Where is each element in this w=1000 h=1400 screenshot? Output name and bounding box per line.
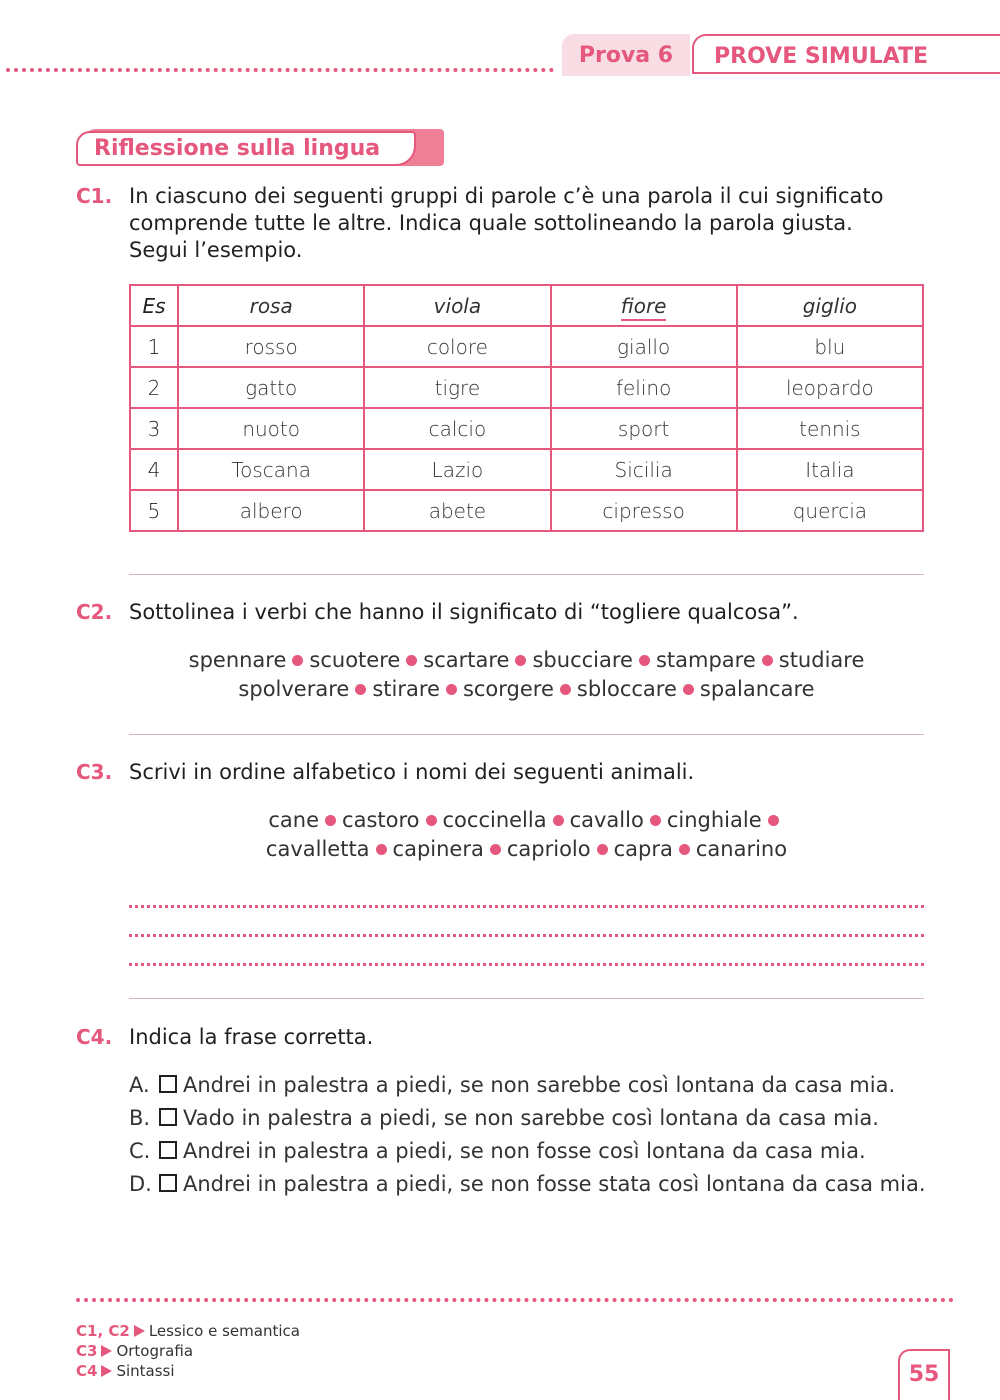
option-text: Vado in palestra a piedi, se non sarebbe così lontana da casa mia.: [183, 1106, 879, 1130]
header-title: PROVE SIMULATE: [692, 34, 1000, 74]
word-cell[interactable]: [737, 285, 923, 326]
option-b: [129, 1104, 879, 1132]
word-cell[interactable]: sport: [551, 408, 737, 449]
separator: [129, 734, 924, 735]
verb-word[interactable]: stirare: [372, 677, 440, 701]
animal-list-line: [129, 806, 924, 835]
section-title: Riflessione sulla lingua: [76, 131, 416, 166]
animal-word: capinera: [392, 837, 484, 861]
word-cell[interactable]: nuoto: [178, 408, 364, 449]
verb-word[interactable]: sbloccare: [576, 677, 677, 701]
option-checkbox[interactable]: [159, 1174, 177, 1192]
option-letter: A.: [129, 1073, 150, 1097]
option-checkbox[interactable]: [159, 1141, 177, 1159]
word-cell[interactable]: quercia: [737, 490, 923, 531]
verb-word[interactable]: scuotere: [309, 648, 401, 672]
bullet-dot: [560, 684, 571, 695]
bullet-dot: [639, 655, 650, 666]
word-cell[interactable]: gatto: [178, 367, 364, 408]
word-cell[interactable]: tigre: [364, 367, 550, 408]
word-cell[interactable]: leopardo: [737, 367, 923, 408]
bullet-dot: [597, 844, 608, 855]
word-cell[interactable]: rosso: [178, 326, 364, 367]
table-row-example: [130, 285, 923, 326]
bullet-dot: [553, 815, 564, 826]
row-index: 4: [130, 449, 178, 490]
answer-line[interactable]: [129, 963, 924, 966]
verb-word[interactable]: spalancare: [699, 677, 815, 701]
animal-word: capra: [613, 837, 673, 861]
word-cell[interactable]: colore: [364, 326, 550, 367]
question-number-c1: C1.: [76, 184, 113, 208]
word-cell[interactable]: tennis: [737, 408, 923, 449]
animal-word: castoro: [342, 808, 420, 832]
legend-item: [76, 1341, 300, 1361]
page-number: 55: [898, 1349, 950, 1400]
word-cell[interactable]: cipresso: [551, 490, 737, 531]
question-number-c2: C2.: [76, 600, 113, 624]
word-cell[interactable]: felino: [551, 367, 737, 408]
word-cell[interactable]: Toscana: [178, 449, 364, 490]
triangle-icon: [101, 1345, 112, 1357]
legend-item: [76, 1321, 300, 1341]
bullet-dot: [355, 684, 366, 695]
question-text-c3: Scrivi in ordine alfabetico i nomi dei seguenti animali.: [129, 760, 695, 784]
animal-word: cavalletta: [265, 837, 370, 861]
legend-code: C3: [76, 1342, 98, 1360]
bullet-dot: [490, 844, 501, 855]
legend: [76, 1321, 300, 1381]
verb-list: [129, 646, 924, 704]
verb-word[interactable]: scartare: [423, 648, 510, 672]
animal-word: canarino: [695, 837, 788, 861]
question-text-line: comprende tutte le altre. Indica quale sottolineando la parola giusta.: [129, 211, 853, 235]
bullet-dot: [325, 815, 336, 826]
bullet-dot: [768, 815, 779, 826]
option-letter: C.: [129, 1139, 151, 1163]
legend-label: Lessico e semantica: [148, 1322, 300, 1340]
question-number-c4: C4.: [76, 1025, 113, 1049]
word-cell[interactable]: blu: [737, 326, 923, 367]
prova-tab: Prova 6: [562, 34, 690, 76]
option-letter: D.: [129, 1172, 152, 1196]
triangle-icon: [101, 1365, 112, 1377]
animal-word: cavallo: [569, 808, 644, 832]
option-text: Andrei in palestra a piedi, se non fosse stata così lontana da casa mia.: [183, 1172, 926, 1196]
word-cell[interactable]: abete: [364, 490, 550, 531]
option-text: Andrei in palestra a piedi, se non fosse così lontana da casa mia.: [183, 1139, 866, 1163]
legend-label: Ortografia: [116, 1342, 194, 1360]
bullet-dot: [376, 844, 387, 855]
underlined-example-word: fiore: [621, 294, 667, 321]
animal-word: coccinella: [442, 808, 547, 832]
verb-word[interactable]: scorgere: [462, 677, 554, 701]
legend-code: C1, C2: [76, 1322, 130, 1340]
word-groups-table: [129, 284, 924, 532]
word-cell[interactable]: [551, 285, 737, 326]
footer-dotted-rule: [76, 1298, 954, 1302]
word-cell[interactable]: Sicilia: [551, 449, 737, 490]
verb-word[interactable]: sbucciare: [532, 648, 633, 672]
verb-word[interactable]: stampare: [655, 648, 756, 672]
question-text-c1: [129, 183, 883, 264]
option-a: [129, 1071, 895, 1099]
separator: [129, 574, 924, 575]
table-row: [130, 449, 923, 490]
bullet-dot: [650, 815, 661, 826]
option-checkbox[interactable]: [159, 1108, 177, 1126]
verb-word[interactable]: spennare: [188, 648, 287, 672]
legend-code: C4: [76, 1362, 98, 1380]
bullet-dot: [762, 655, 773, 666]
option-text: Andrei in palestra a piedi, se non sarebbe così lontana da casa mia.: [183, 1073, 896, 1097]
word-cell[interactable]: Lazio: [364, 449, 550, 490]
bullet-dot: [446, 684, 457, 695]
answer-line[interactable]: [129, 934, 924, 937]
word: giglio: [802, 293, 858, 318]
option-letter: B.: [129, 1106, 151, 1130]
bullet-dot: [515, 655, 526, 666]
table-row: [130, 408, 923, 449]
option-checkbox[interactable]: [159, 1075, 177, 1093]
word: rosa: [249, 293, 293, 318]
verb-word[interactable]: studiare: [778, 648, 865, 672]
row-index: 2: [130, 367, 178, 408]
table-row: [130, 367, 923, 408]
animal-list-line: [129, 835, 924, 864]
bullet-dot: [683, 684, 694, 695]
bullet-dot: [406, 655, 417, 666]
row-index: 1: [130, 326, 178, 367]
legend-label: Sintassi: [116, 1362, 175, 1380]
word: viola: [433, 293, 482, 318]
animal-list: [129, 806, 924, 864]
question-text-line: In ciascuno dei seguenti gruppi di parole c’è una parola il cui significato: [129, 184, 884, 208]
word-cell[interactable]: calcio: [364, 408, 550, 449]
verb-list-line: [129, 646, 924, 675]
header-dotted-rule: [6, 68, 554, 72]
bullet-dot: [679, 844, 690, 855]
animal-word: capriolo: [506, 837, 591, 861]
triangle-icon: [134, 1325, 145, 1337]
animal-word: cane: [268, 808, 320, 832]
option-c: [129, 1137, 866, 1165]
row-index: Es: [130, 285, 178, 326]
answer-line[interactable]: [129, 905, 924, 908]
word-cell[interactable]: [364, 285, 550, 326]
option-d: [129, 1170, 926, 1198]
bullet-dot: [426, 815, 437, 826]
word-cell[interactable]: giallo: [551, 326, 737, 367]
row-index: 3: [130, 408, 178, 449]
question-text-c4: Indica la frase corretta.: [129, 1025, 374, 1049]
verb-word[interactable]: spolverare: [238, 677, 350, 701]
animal-word: cinghiale: [666, 808, 762, 832]
bullet-dot: [292, 655, 303, 666]
legend-item: [76, 1361, 300, 1381]
word-cell[interactable]: albero: [178, 490, 364, 531]
table-row: [130, 326, 923, 367]
question-text-c2: Sottolinea i verbi che hanno il significato di “togliere qualcosa”.: [129, 600, 799, 624]
row-index: 5: [130, 490, 178, 531]
separator: [129, 998, 924, 999]
verb-list-line: [129, 675, 924, 704]
table-row: [130, 490, 923, 531]
question-text-line: Segui l’esempio.: [129, 238, 303, 262]
word-cell[interactable]: [178, 285, 364, 326]
word-cell[interactable]: Italia: [737, 449, 923, 490]
question-number-c3: C3.: [76, 760, 113, 784]
